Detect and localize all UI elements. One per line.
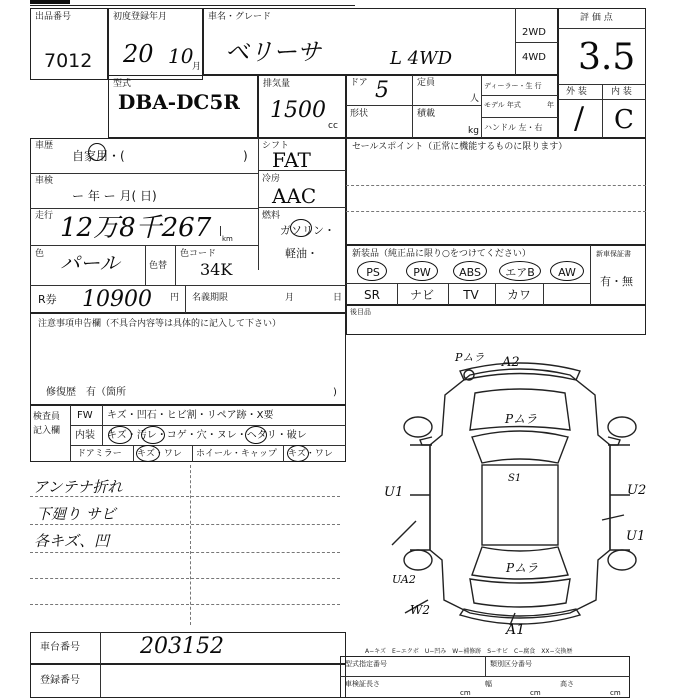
color-code-value: 34K xyxy=(200,260,233,279)
mileage-tick xyxy=(220,226,221,236)
drive-hline xyxy=(515,42,558,43)
handle-label: ハンドル 左・右 xyxy=(484,123,543,132)
score-value: 3.5 xyxy=(578,37,636,78)
exterior-label: 外 装 xyxy=(566,87,587,97)
fuel-circle xyxy=(290,219,312,237)
recycle-vline xyxy=(185,285,186,313)
circle-aw xyxy=(550,261,584,281)
note-divider xyxy=(190,465,191,625)
month-unit: 月 xyxy=(192,62,202,72)
equip-aw: AW xyxy=(558,266,576,279)
score-vline xyxy=(602,84,603,138)
history-h3 xyxy=(30,245,258,246)
circle-airbag xyxy=(499,261,541,281)
fw-label: FW xyxy=(77,410,93,421)
equip-v1 xyxy=(397,283,398,305)
cert-label-1: 型式指定番号 xyxy=(345,660,387,668)
insp-v3 xyxy=(133,445,134,462)
model-label: 型式 xyxy=(113,79,132,89)
history-vline xyxy=(258,138,259,270)
capacity-label: 定員 xyxy=(417,78,436,88)
cert-hline xyxy=(340,676,630,677)
history-circle xyxy=(88,143,106,161)
sales-line-2 xyxy=(346,211,646,212)
warranty-label: 新車保証書 xyxy=(596,250,631,258)
mark-a2: A2 xyxy=(502,355,520,370)
lower-items-label: 後目品 xyxy=(350,308,371,316)
equip-v2 xyxy=(448,283,449,305)
dealer-hline2 xyxy=(481,117,558,118)
equip-v3 xyxy=(495,283,496,305)
mark-ua2: UA2 xyxy=(392,573,416,586)
int-dirt-circle xyxy=(141,426,165,444)
mark-hood: Pムラ xyxy=(505,412,538,426)
equip-vline xyxy=(590,245,591,305)
chassis-value: 203152 xyxy=(140,634,224,659)
color-vline xyxy=(145,245,146,285)
equip-abs: ABS xyxy=(459,266,481,279)
mark-u1-left: U1 xyxy=(384,485,404,500)
wheel-label: ホイール・キャップ xyxy=(196,449,277,459)
interior-label: 内 装 xyxy=(611,87,632,97)
note-scratches: 各キズ、凹 xyxy=(34,532,110,550)
note-antenna: アンテナ折れ xyxy=(33,478,123,496)
doors-value: 5 xyxy=(375,78,389,103)
mirror-text: キズ・ワレ xyxy=(137,449,182,459)
car-name-label: 車名・グレード xyxy=(208,12,272,22)
history-h1 xyxy=(30,173,258,174)
cm-unit-3: cm xyxy=(610,689,621,697)
year-unit: 年 xyxy=(547,101,554,109)
fuel-value: ガソリン・ xyxy=(280,224,335,237)
door-label: ドア xyxy=(350,78,368,88)
color-value: パール xyxy=(60,251,120,275)
equip-navi: ナビ xyxy=(409,288,434,302)
mark-u2-right: U2 xyxy=(627,483,647,498)
note-line-1 xyxy=(30,496,340,497)
width-label: 幅 xyxy=(485,680,492,688)
damage-legend: A−キズ E−エクボ U−凹み W−補修跡 S−サビ C−腐食 XX−交換歴 xyxy=(365,648,573,655)
door-vline2 xyxy=(481,75,482,138)
top-black-mark xyxy=(30,0,70,4)
reg-label: 登録番号 xyxy=(40,675,80,686)
meigi-month: 月 xyxy=(285,293,295,303)
recycle-amount: 10900 xyxy=(82,287,152,312)
cc-unit: cc xyxy=(328,121,338,131)
ac-label: 冷房 xyxy=(262,174,281,184)
first-reg-month: 10 xyxy=(168,44,194,68)
insp-v4 xyxy=(192,445,193,462)
height-label: 高さ xyxy=(560,680,574,688)
inspection-value: ー 年 ー 月( 日) xyxy=(72,189,157,203)
interior-grade: C xyxy=(614,105,634,135)
kg-unit: kg xyxy=(468,126,479,136)
capacity-unit: 人 xyxy=(470,94,480,104)
exterior-grade: / xyxy=(574,101,585,136)
fuel2-value: 軽油・ xyxy=(285,247,318,260)
fw-text: キズ・凹石・ヒビ割・リペア跡・X要 xyxy=(107,410,274,421)
int-text: キズ・汚レ・コゲ・穴・ヌレ・ヘタリ・破レ xyxy=(107,430,307,441)
insp-h1 xyxy=(70,425,346,426)
cert-label-2: 類別区分番号 xyxy=(490,660,532,668)
load-label: 積載 xyxy=(417,109,436,119)
history-h2 xyxy=(30,208,258,209)
wheel-circle xyxy=(287,445,309,462)
door-hline xyxy=(346,105,481,106)
repair-close: ) xyxy=(333,387,337,398)
history-label: 車歴 xyxy=(35,141,54,151)
model-value: DBA-DC5R xyxy=(118,90,240,114)
length-label: 車検証長さ xyxy=(345,680,380,688)
int-scratch-circle xyxy=(108,426,132,444)
shift-label: シフト xyxy=(262,141,290,151)
inspector-label-2: 記入欄 xyxy=(33,426,61,436)
equip-tv: TV xyxy=(463,288,479,302)
ac-value: AAC xyxy=(272,184,317,208)
displacement-label: 排気量 xyxy=(263,79,291,89)
top-cutoff-strip xyxy=(30,0,355,6)
inspector-label-1: 検査員 xyxy=(33,412,61,422)
shift-value: FAT xyxy=(272,148,311,172)
history-close: ) xyxy=(243,149,248,163)
sales-point-label: セールスポイント（正常に機能するものに限ります） xyxy=(352,142,568,152)
cm-unit-2: cm xyxy=(530,689,541,697)
mark-rear: Pムラ xyxy=(506,561,539,575)
mirror-label: ドアミラー xyxy=(77,449,122,459)
color-change-label: 色替 xyxy=(149,261,168,271)
mileage-label: 走行 xyxy=(35,211,54,221)
note-line-4 xyxy=(30,578,340,579)
sales-line-1 xyxy=(346,185,646,186)
first-reg-label: 初度登録年月 xyxy=(113,12,168,22)
dealer-hline xyxy=(481,95,558,96)
insp-v1 xyxy=(70,405,71,462)
color-code-label: 色コード xyxy=(180,249,217,259)
mark-top-label: Pムラ xyxy=(455,351,485,364)
history-value: 自家用・( xyxy=(72,149,125,163)
circle-pw xyxy=(406,261,438,281)
equip-row-line xyxy=(346,283,590,284)
car-name: ベリーサ xyxy=(225,38,321,66)
warranty-value: 有・無 xyxy=(600,275,633,288)
wheel-text: キズ・ワレ xyxy=(288,449,333,459)
chassis-label: 車台番号 xyxy=(40,642,80,653)
note-line-2 xyxy=(30,524,340,525)
cert-vline xyxy=(485,656,486,676)
circle-ps xyxy=(357,261,387,281)
lot-label: 出品番号 xyxy=(35,12,72,22)
inspection-label: 車検 xyxy=(35,176,54,186)
equipment-label: 新装品（純正品に限り○をつけてください） xyxy=(352,249,531,259)
note-underbody: 下廻り サビ xyxy=(36,505,116,523)
car-diagram xyxy=(370,345,670,645)
mark-a1: A1 xyxy=(506,622,526,638)
mark-roof: S1 xyxy=(508,473,522,484)
color-vline2 xyxy=(175,245,176,285)
displacement-value: 1500 xyxy=(270,98,326,123)
equip-sr: SR xyxy=(364,288,380,302)
model-year-label: モデル 年式 xyxy=(484,101,521,109)
meigi-day: 日 xyxy=(333,293,343,303)
km-unit: km xyxy=(222,235,233,243)
shape-label: 形状 xyxy=(350,109,369,119)
equip-airbag: エアB xyxy=(505,266,535,279)
score-hline xyxy=(558,28,646,29)
lot-number: 7012 xyxy=(44,50,93,72)
history-h4 xyxy=(30,285,346,286)
drive-2wd: 2WD xyxy=(522,27,546,38)
yen-unit: 円 xyxy=(170,293,180,303)
insp-v5 xyxy=(283,445,284,462)
int-label: 内装 xyxy=(75,430,95,441)
note-line-5 xyxy=(30,604,340,605)
color-label: 色 xyxy=(35,249,45,259)
caution-label: 注意事項申告欄（不具合内容等は具体的に記入して下さい） xyxy=(38,319,282,329)
cm-unit-1: cm xyxy=(460,689,471,697)
drive-4wd: 4WD xyxy=(522,52,546,63)
int-wet-circle xyxy=(245,426,267,444)
repair-label: 修復歴 有（箇所 xyxy=(46,387,126,398)
score-label: 評 価 点 xyxy=(580,13,613,23)
mileage-value: 12万8千267 xyxy=(60,213,212,243)
equip-pw: PW xyxy=(413,266,431,279)
mirror-circle xyxy=(136,445,160,462)
meigi-label: 名義期限 xyxy=(192,293,229,303)
first-reg-year: 20 xyxy=(123,40,154,68)
note-line-3 xyxy=(30,552,340,553)
lower-items-box xyxy=(346,305,646,335)
grade: L 4WD xyxy=(390,48,453,69)
circle-abs xyxy=(453,261,487,281)
equip-v4 xyxy=(543,283,544,305)
mark-u1-right: U1 xyxy=(626,529,646,544)
door-vline xyxy=(412,75,413,138)
sales-point-box xyxy=(346,138,646,245)
fuel-label: 燃料 xyxy=(262,211,281,221)
recycle-label: R券 xyxy=(38,293,57,306)
equip-ps: PS xyxy=(366,266,380,279)
dealer-label: ディーラー・生 行 xyxy=(484,82,542,90)
equip-leather: カワ xyxy=(506,288,531,302)
mark-w2: W2 xyxy=(410,603,430,617)
